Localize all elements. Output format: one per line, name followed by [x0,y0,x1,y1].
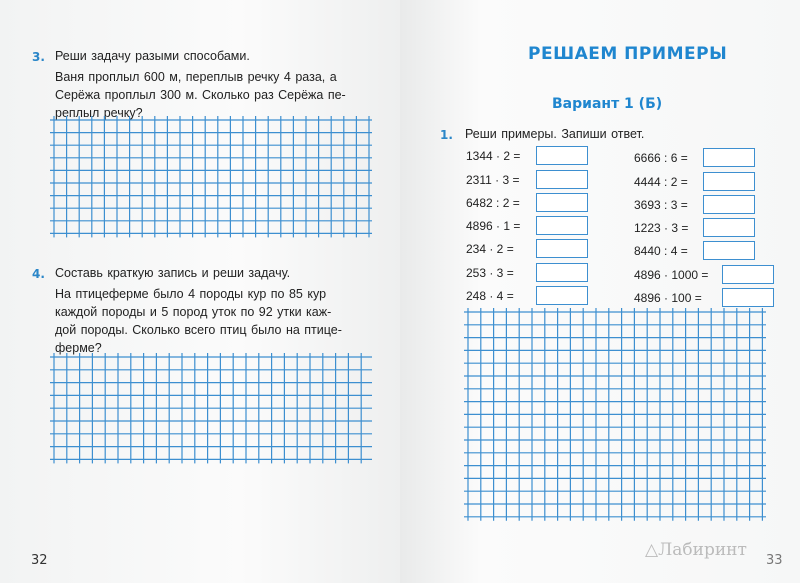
answer-box[interactable] [703,241,755,260]
text-line: ферме? [55,341,102,355]
exercise-expression: 4896 · 1 = [466,219,521,233]
answer-grid-task-1[interactable] [464,308,766,524]
exercise-expression: 6482 : 2 = [466,196,520,210]
exercise-expression: 4444 : 2 = [634,175,688,189]
exercise-expression: 4896 · 100 = [634,291,702,305]
text-line: дой породы. Сколько всего птиц было на птице- [55,323,342,337]
text-line: каждой породы и 5 пород уток по 92 утки каж- [55,305,332,319]
task-3-text [55,68,346,122]
exercise-expression: 4896 · 1000 = [634,268,709,282]
answer-grid-task-4[interactable] [50,353,372,465]
exercise-expression: 234 · 2 = [466,242,514,256]
exercise-expression: 2311 · 3 = [466,173,520,187]
text-line: Серёжа проплыл 300 м. Сколько раз Серёжа пе- [55,88,346,102]
page-number: 32 [31,553,48,568]
text-line: реплыл речку? [55,106,143,120]
exercise-expression: 1344 · 2 = [466,149,521,163]
exercise-expression: 3693 : 3 = [634,198,688,212]
answer-box[interactable] [722,265,774,284]
answer-box[interactable] [536,239,588,258]
task-4-text [55,285,342,357]
variant-heading: Вариант 1 (Б) [552,96,663,112]
answer-box[interactable] [536,170,588,189]
task-3-instruction: Реши задачу разыми способами. [55,49,250,63]
exercise-expression: 6666 : 6 = [634,151,688,165]
task-1-number: 1. [440,128,453,142]
answer-box[interactable] [536,193,588,212]
task-4-instruction: Составь краткую запись и реши задачу. [55,266,291,280]
answer-box[interactable] [722,288,774,307]
section-title: РЕШАЕМ ПРИМЕРЫ [528,44,728,64]
answer-box[interactable] [703,148,755,167]
answer-box[interactable] [536,146,588,165]
labirint-watermark-logo: △Лабиринт [645,540,747,560]
task-1-instruction: Реши примеры. Запиши ответ. [465,127,645,141]
exercise-expression: 8440 : 4 = [634,244,688,258]
text-line: Ваня проплыл 600 м, переплыв речку 4 раза, а [55,70,337,84]
answer-box[interactable] [536,216,588,235]
exercise-expression: 248 · 4 = [466,289,514,303]
text-line: На птицеферме было 4 породы кур по 85 кур [55,287,327,301]
exercise-expression: 1223 · 3 = [634,221,689,235]
answer-box[interactable] [536,286,588,305]
page-number: 33 [766,553,783,568]
answer-box[interactable] [536,263,588,282]
task-4-number: 4. [32,267,45,281]
answer-box[interactable] [703,218,755,237]
answer-grid-task-3[interactable] [50,116,372,244]
answer-box[interactable] [703,172,755,191]
answer-box[interactable] [703,195,755,214]
task-3-number: 3. [32,50,45,64]
exercise-expression: 253 · 3 = [466,266,514,280]
